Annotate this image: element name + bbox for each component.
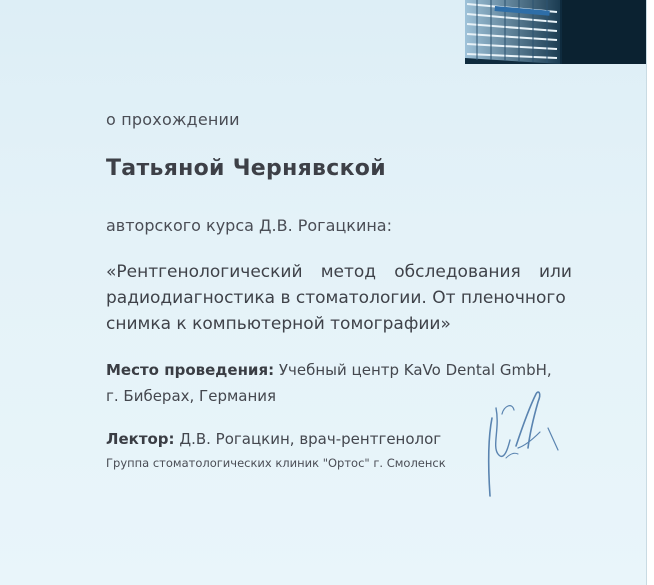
signature <box>478 388 568 503</box>
course-title-word: «Рентгенологический <box>106 262 303 282</box>
course-title-word: метод <box>320 262 377 282</box>
recipient-name: Татьяной Чернявской <box>106 156 386 181</box>
course-title <box>106 259 576 337</box>
venue-name: Учебный центр KaVo Dental GmbH, <box>278 361 552 379</box>
venue-label: Место проведения: <box>106 361 275 379</box>
course-title-line-1 <box>106 259 572 285</box>
lecturer-line <box>106 430 441 448</box>
venue-city: г. Биберах, Германия <box>106 387 277 405</box>
course-title-line-2: радиодиагностика в стоматологии. От пленочного <box>106 288 566 308</box>
course-title-word: или <box>539 262 572 282</box>
clinic-group: Группа стоматологических клиник "Ортос" г. Смоленск <box>106 456 446 470</box>
course-title-word: обследования <box>394 262 521 282</box>
course-title-line-3: снимка к компьютерной томографии» <box>106 314 451 334</box>
intro-text: о прохождении <box>106 110 240 129</box>
building-photo <box>465 0 646 64</box>
venue-line <box>106 357 552 383</box>
course-author-line: авторского курса Д.В. Рогацкина: <box>106 216 392 235</box>
lecturer-label: Лектор: <box>106 430 175 448</box>
lecturer-name: Д.В. Рогацкин, врач-рентгенолог <box>179 430 442 448</box>
